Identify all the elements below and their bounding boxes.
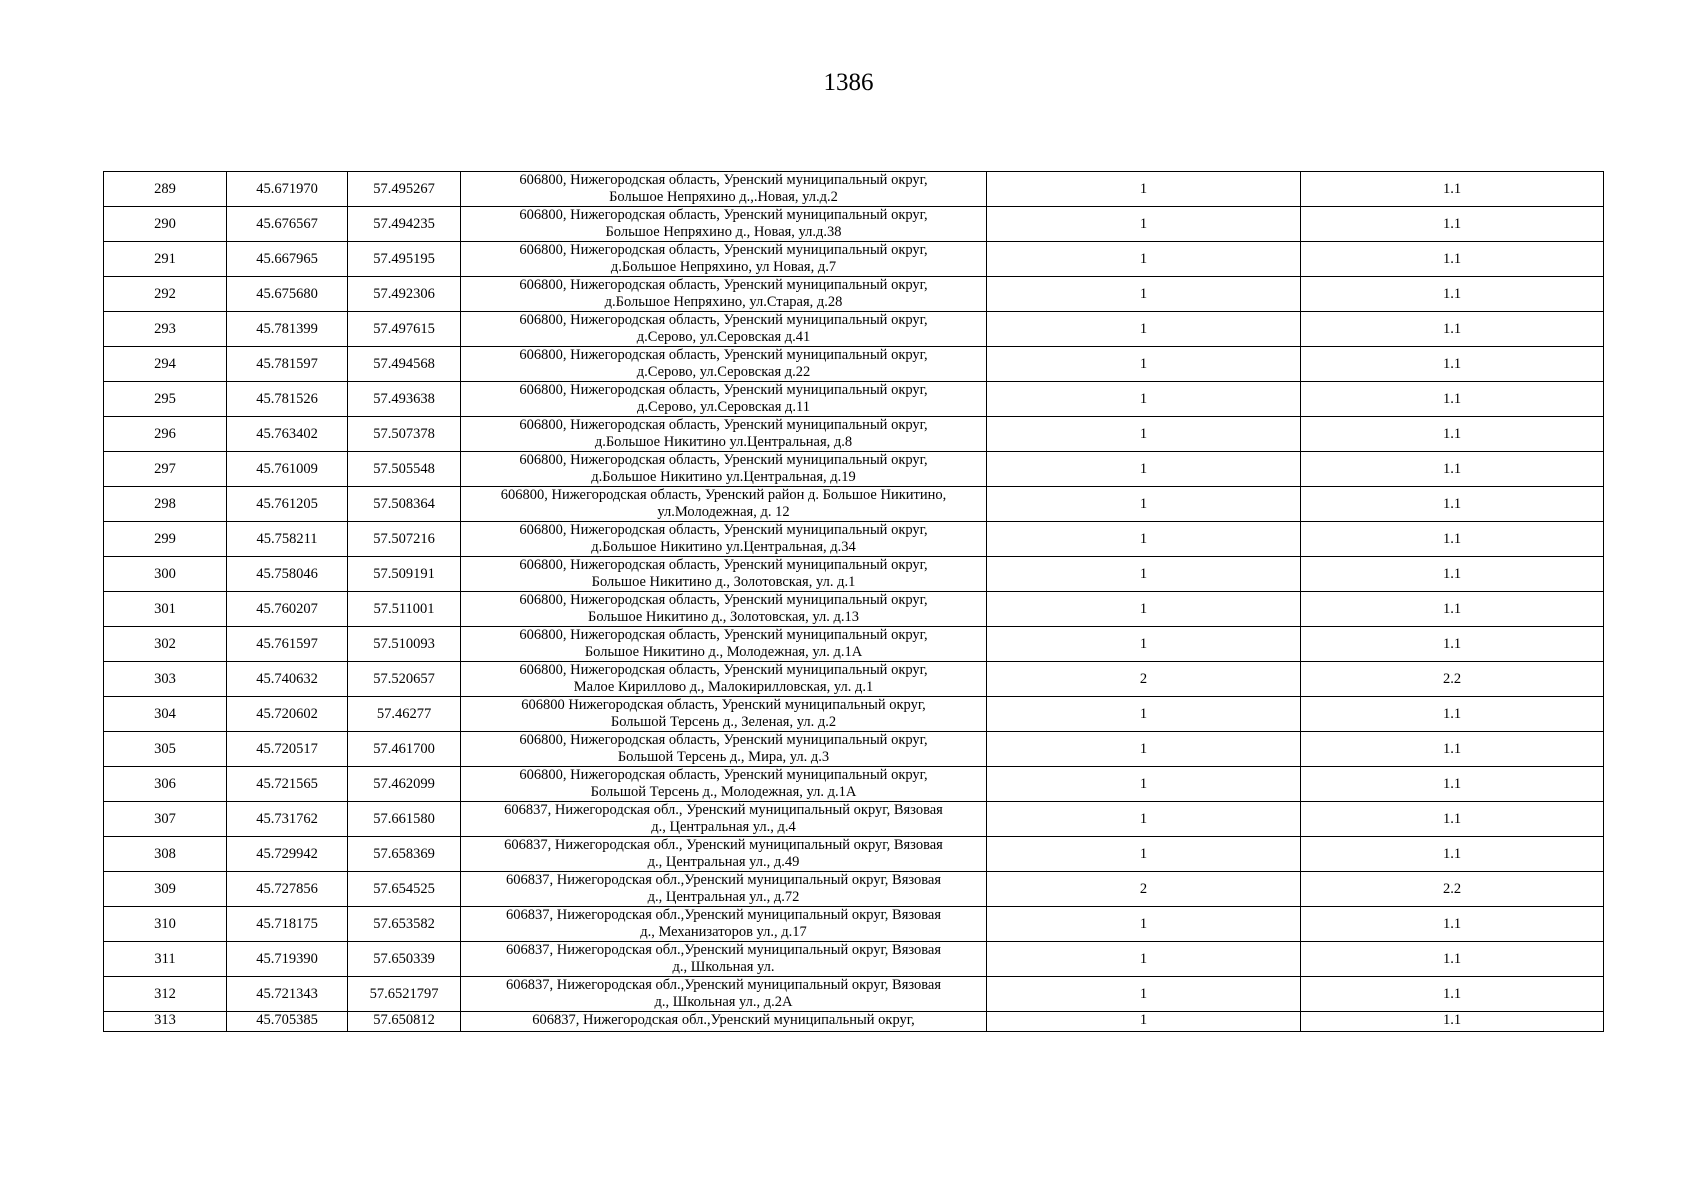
address-line: Большой Терсень д., Зеленая, ул. д.2 [610, 714, 837, 730]
table-row [104, 767, 1604, 802]
latitude-cell: 57.508364 [348, 487, 461, 522]
address-line: 606800, Нижегородская область, Уренский муниципальный округ, [519, 627, 928, 643]
table-row [104, 837, 1604, 872]
latitude-cell: 57.46277 [348, 697, 461, 732]
latitude-cell: 57.6521797 [348, 977, 461, 1012]
address-line: 606800, Нижегородская область, Уренский район д. Большое Никитино, [500, 487, 947, 503]
code-cell: 1.1 [1301, 1012, 1604, 1032]
table-row [104, 452, 1604, 487]
address-cell [461, 662, 987, 697]
longitude-cell: 45.758211 [227, 522, 348, 557]
table-row [104, 347, 1604, 382]
count-cell: 1 [987, 207, 1301, 242]
address-cell [461, 977, 987, 1012]
address-line: д.Серово, ул.Серовская д.22 [636, 364, 811, 380]
latitude-cell: 57.511001 [348, 592, 461, 627]
longitude-cell: 45.675680 [227, 277, 348, 312]
row-number-cell: 313 [104, 1012, 227, 1032]
count-cell: 1 [987, 592, 1301, 627]
count-cell: 1 [987, 697, 1301, 732]
code-cell: 2.2 [1301, 662, 1604, 697]
latitude-cell: 57.462099 [348, 767, 461, 802]
address-cell [461, 627, 987, 662]
longitude-cell: 45.727856 [227, 872, 348, 907]
code-cell: 1.1 [1301, 347, 1604, 382]
latitude-cell: 57.497615 [348, 312, 461, 347]
longitude-cell: 45.763402 [227, 417, 348, 452]
row-number-cell: 302 [104, 627, 227, 662]
address-line: 606800 Нижегородская область, Уренский муниципальный округ, [521, 697, 926, 713]
address-cell [461, 347, 987, 382]
row-number-cell: 298 [104, 487, 227, 522]
latitude-cell: 57.495195 [348, 242, 461, 277]
latitude-cell: 57.661580 [348, 802, 461, 837]
table-row [104, 312, 1604, 347]
table-row [104, 592, 1604, 627]
count-cell: 1 [987, 732, 1301, 767]
count-cell: 1 [987, 942, 1301, 977]
table-row [104, 1012, 1604, 1032]
longitude-cell: 45.781526 [227, 382, 348, 417]
code-cell: 1.1 [1301, 242, 1604, 277]
code-cell: 1.1 [1301, 627, 1604, 662]
code-cell: 1.1 [1301, 487, 1604, 522]
longitude-cell: 45.676567 [227, 207, 348, 242]
row-number-cell: 311 [104, 942, 227, 977]
code-cell: 1.1 [1301, 802, 1604, 837]
count-cell: 1 [987, 242, 1301, 277]
address-cell [461, 732, 987, 767]
address-line: 606800, Нижегородская область, Уренский муниципальный округ, [519, 417, 928, 433]
count-cell: 1 [987, 172, 1301, 207]
table-row [104, 627, 1604, 662]
code-cell: 1.1 [1301, 452, 1604, 487]
address-line: 606800, Нижегородская область, Уренский муниципальный округ, [519, 662, 928, 678]
address-line: д., Школьная ул., д.2А [654, 994, 793, 1010]
longitude-cell: 45.758046 [227, 557, 348, 592]
row-number-cell: 307 [104, 802, 227, 837]
longitude-cell: 45.740632 [227, 662, 348, 697]
longitude-cell: 45.720517 [227, 732, 348, 767]
address-line: Большое Никитино д., Золотовская, ул. д.13 [588, 609, 859, 625]
latitude-cell: 57.505548 [348, 452, 461, 487]
count-cell: 2 [987, 662, 1301, 697]
latitude-cell: 57.654525 [348, 872, 461, 907]
address-cell [461, 312, 987, 347]
address-line: 606837, Нижегородская обл.,Уренский муниципальный округ, Вязовая [505, 872, 942, 888]
longitude-cell: 45.705385 [227, 1012, 348, 1032]
count-cell: 1 [987, 627, 1301, 662]
row-number-cell: 310 [104, 907, 227, 942]
latitude-cell: 57.650812 [348, 1012, 461, 1032]
table-row [104, 802, 1604, 837]
address-cell [461, 207, 987, 242]
row-number-cell: 299 [104, 522, 227, 557]
address-line: 606837, Нижегородская обл.,Уренский муниципальный округ, Вязовая [505, 977, 942, 993]
latitude-cell: 57.658369 [348, 837, 461, 872]
longitude-cell: 45.721565 [227, 767, 348, 802]
count-cell: 1 [987, 557, 1301, 592]
count-cell: 1 [987, 452, 1301, 487]
row-number-cell: 309 [104, 872, 227, 907]
address-line: 606837, Нижегородская обл.,Уренский муниципальный округ, Вязовая [505, 942, 942, 958]
latitude-cell: 57.507216 [348, 522, 461, 557]
table-row [104, 487, 1604, 522]
address-cell [461, 452, 987, 487]
latitude-cell: 57.495267 [348, 172, 461, 207]
address-cell [461, 522, 987, 557]
code-cell: 1.1 [1301, 382, 1604, 417]
latitude-cell: 57.461700 [348, 732, 461, 767]
address-line: Большое Никитино д., Молодежная, ул. д.1А [584, 644, 863, 660]
address-line: д., Центральная ул., д.49 [647, 854, 800, 870]
latitude-cell: 57.509191 [348, 557, 461, 592]
table-row [104, 977, 1604, 1012]
row-number-cell: 295 [104, 382, 227, 417]
address-line: 606837, Нижегородская обл., Уренский муниципальный округ, Вязовая [504, 837, 943, 853]
address-line: 606800, Нижегородская область, Уренский муниципальный округ, [519, 452, 928, 468]
table-row [104, 417, 1604, 452]
address-line: 606800, Нижегородская область, Уренский муниципальный округ, [519, 207, 928, 223]
latitude-cell: 57.492306 [348, 277, 461, 312]
longitude-cell: 45.760207 [227, 592, 348, 627]
count-cell: 2 [987, 872, 1301, 907]
address-line: ул.Молодежная, д. 12 [657, 504, 790, 520]
code-cell: 1.1 [1301, 207, 1604, 242]
longitude-cell: 45.729942 [227, 837, 348, 872]
longitude-cell: 45.721343 [227, 977, 348, 1012]
latitude-cell: 57.493638 [348, 382, 461, 417]
table-row [104, 242, 1604, 277]
address-cell [461, 277, 987, 312]
row-number-cell: 305 [104, 732, 227, 767]
longitude-cell: 45.761009 [227, 452, 348, 487]
address-cell [461, 172, 987, 207]
code-cell: 2.2 [1301, 872, 1604, 907]
table-row [104, 732, 1604, 767]
count-cell: 1 [987, 312, 1301, 347]
longitude-cell: 45.731762 [227, 802, 348, 837]
row-number-cell: 294 [104, 347, 227, 382]
code-cell: 1.1 [1301, 767, 1604, 802]
address-line: д.Большое Никитино ул.Центральная, д.19 [591, 469, 856, 485]
address-line: д., Центральная ул., д.4 [651, 819, 796, 835]
table-row [104, 522, 1604, 557]
row-number-cell: 303 [104, 662, 227, 697]
address-cell [461, 697, 987, 732]
address-cell [461, 837, 987, 872]
address-cell [461, 242, 987, 277]
row-number-cell: 292 [104, 277, 227, 312]
row-number-cell: 312 [104, 977, 227, 1012]
address-line: 606800, Нижегородская область, Уренский муниципальный округ, [519, 242, 928, 258]
latitude-cell: 57.494568 [348, 347, 461, 382]
address-line: 606837, Нижегородская обл., Уренский муниципальный округ, Вязовая [504, 802, 943, 818]
count-cell: 1 [987, 802, 1301, 837]
address-cell [461, 802, 987, 837]
row-number-cell: 308 [104, 837, 227, 872]
count-cell: 1 [987, 907, 1301, 942]
longitude-cell: 45.667965 [227, 242, 348, 277]
longitude-cell: 45.671970 [227, 172, 348, 207]
code-cell: 1.1 [1301, 172, 1604, 207]
latitude-cell: 57.507378 [348, 417, 461, 452]
longitude-cell: 45.720602 [227, 697, 348, 732]
latitude-cell: 57.494235 [348, 207, 461, 242]
table-row [104, 557, 1604, 592]
code-cell: 1.1 [1301, 907, 1604, 942]
table-row [104, 277, 1604, 312]
address-cell [461, 592, 987, 627]
code-cell: 1.1 [1301, 417, 1604, 452]
address-cell [461, 417, 987, 452]
table-row [104, 942, 1604, 977]
table-row [104, 697, 1604, 732]
address-line: д.Большое Никитино ул.Центральная, д.8 [594, 434, 853, 450]
address-line: Малое Кириллово д., Малокирилловская, ул. д.1 [573, 679, 874, 695]
longitude-cell: 45.718175 [227, 907, 348, 942]
row-number-cell: 297 [104, 452, 227, 487]
address-cell [461, 907, 987, 942]
code-cell: 1.1 [1301, 732, 1604, 767]
address-line: 606837, Нижегородская обл.,Уренский муниципальный округ, Вязовая [505, 907, 942, 923]
code-cell: 1.1 [1301, 557, 1604, 592]
locations-table [103, 171, 1604, 1032]
row-number-cell: 290 [104, 207, 227, 242]
count-cell: 1 [987, 347, 1301, 382]
latitude-cell: 57.653582 [348, 907, 461, 942]
address-line: Большой Терсень д., Молодежная, ул. д.1А [590, 784, 857, 800]
row-number-cell: 301 [104, 592, 227, 627]
count-cell: 1 [987, 1012, 1301, 1032]
row-number-cell: 293 [104, 312, 227, 347]
latitude-cell: 57.520657 [348, 662, 461, 697]
address-line: Большое Никитино д., Золотовская, ул. д.1 [591, 574, 856, 590]
address-cell [461, 382, 987, 417]
address-line: 606800, Нижегородская область, Уренский муниципальный округ, [519, 277, 928, 293]
address-cell [461, 557, 987, 592]
code-cell: 1.1 [1301, 592, 1604, 627]
address-line: Большое Непряхино д., Новая, ул.д.38 [605, 224, 842, 240]
row-number-cell: 291 [104, 242, 227, 277]
table-row [104, 907, 1604, 942]
row-number-cell: 296 [104, 417, 227, 452]
address-line: 606800, Нижегородская область, Уренский муниципальный округ, [519, 347, 928, 363]
address-cell [461, 872, 987, 907]
address-line: 606800, Нижегородская область, Уренский муниципальный округ, [519, 522, 928, 538]
count-cell: 1 [987, 767, 1301, 802]
latitude-cell: 57.650339 [348, 942, 461, 977]
address-line: д., Школьная ул. [672, 959, 775, 975]
count-cell: 1 [987, 417, 1301, 452]
longitude-cell: 45.781399 [227, 312, 348, 347]
address-line: 606800, Нижегородская область, Уренский муниципальный округ, [519, 767, 928, 783]
address-line: д.Большое Никитино ул.Центральная, д.34 [591, 539, 856, 555]
latitude-cell: 57.510093 [348, 627, 461, 662]
address-line: Большое Непряхино д.,.Новая, ул.д.2 [609, 189, 838, 205]
longitude-cell: 45.761597 [227, 627, 348, 662]
address-line: д.Серово, ул.Серовская д.11 [636, 399, 810, 415]
address-cell [461, 487, 987, 522]
count-cell: 1 [987, 277, 1301, 312]
code-cell: 1.1 [1301, 837, 1604, 872]
code-cell: 1.1 [1301, 277, 1604, 312]
longitude-cell: 45.781597 [227, 347, 348, 382]
address-line: д.Серово, ул.Серовская д.41 [636, 329, 811, 345]
longitude-cell: 45.761205 [227, 487, 348, 522]
address-line: д.Большое Непряхино, ул.Старая, д.28 [604, 294, 843, 310]
address-line: 606800, Нижегородская область, Уренский муниципальный округ, [519, 557, 928, 573]
code-cell: 1.1 [1301, 312, 1604, 347]
table-row [104, 662, 1604, 697]
address-cell [461, 767, 987, 802]
address-line: д., Центральная ул., д.72 [647, 889, 800, 905]
table-row [104, 872, 1604, 907]
address-line: 606800, Нижегородская область, Уренский муниципальный округ, [519, 382, 928, 398]
count-cell: 1 [987, 977, 1301, 1012]
code-cell: 1.1 [1301, 697, 1604, 732]
count-cell: 1 [987, 522, 1301, 557]
code-cell: 1.1 [1301, 522, 1604, 557]
row-number-cell: 304 [104, 697, 227, 732]
table-row [104, 207, 1604, 242]
address-line: 606800, Нижегородская область, Уренский муниципальный округ, [519, 592, 928, 608]
row-number-cell: 306 [104, 767, 227, 802]
page-number: 1386 [823, 69, 874, 96]
row-number-cell: 289 [104, 172, 227, 207]
address-cell [461, 1012, 987, 1032]
count-cell: 1 [987, 487, 1301, 522]
count-cell: 1 [987, 382, 1301, 417]
address-cell [461, 942, 987, 977]
address-line: д.Большое Непряхино, ул Новая, д.7 [610, 259, 837, 275]
count-cell: 1 [987, 837, 1301, 872]
address-line: д., Механизаторов ул., д.17 [640, 924, 807, 940]
address-line: 606837, Нижегородская обл.,Уренский муниципальный округ, [532, 1012, 915, 1028]
table-body [104, 172, 1604, 1032]
code-cell: 1.1 [1301, 942, 1604, 977]
address-line: Большой Терсень д., Мира, ул. д.3 [617, 749, 830, 765]
table-row [104, 382, 1604, 417]
address-line: 606800, Нижегородская область, Уренский муниципальный округ, [519, 172, 928, 188]
address-line: 606800, Нижегородская область, Уренский муниципальный округ, [519, 732, 928, 748]
row-number-cell: 300 [104, 557, 227, 592]
code-cell: 1.1 [1301, 977, 1604, 1012]
table-row [104, 172, 1604, 207]
longitude-cell: 45.719390 [227, 942, 348, 977]
address-line: 606800, Нижегородская область, Уренский муниципальный округ, [519, 312, 928, 328]
